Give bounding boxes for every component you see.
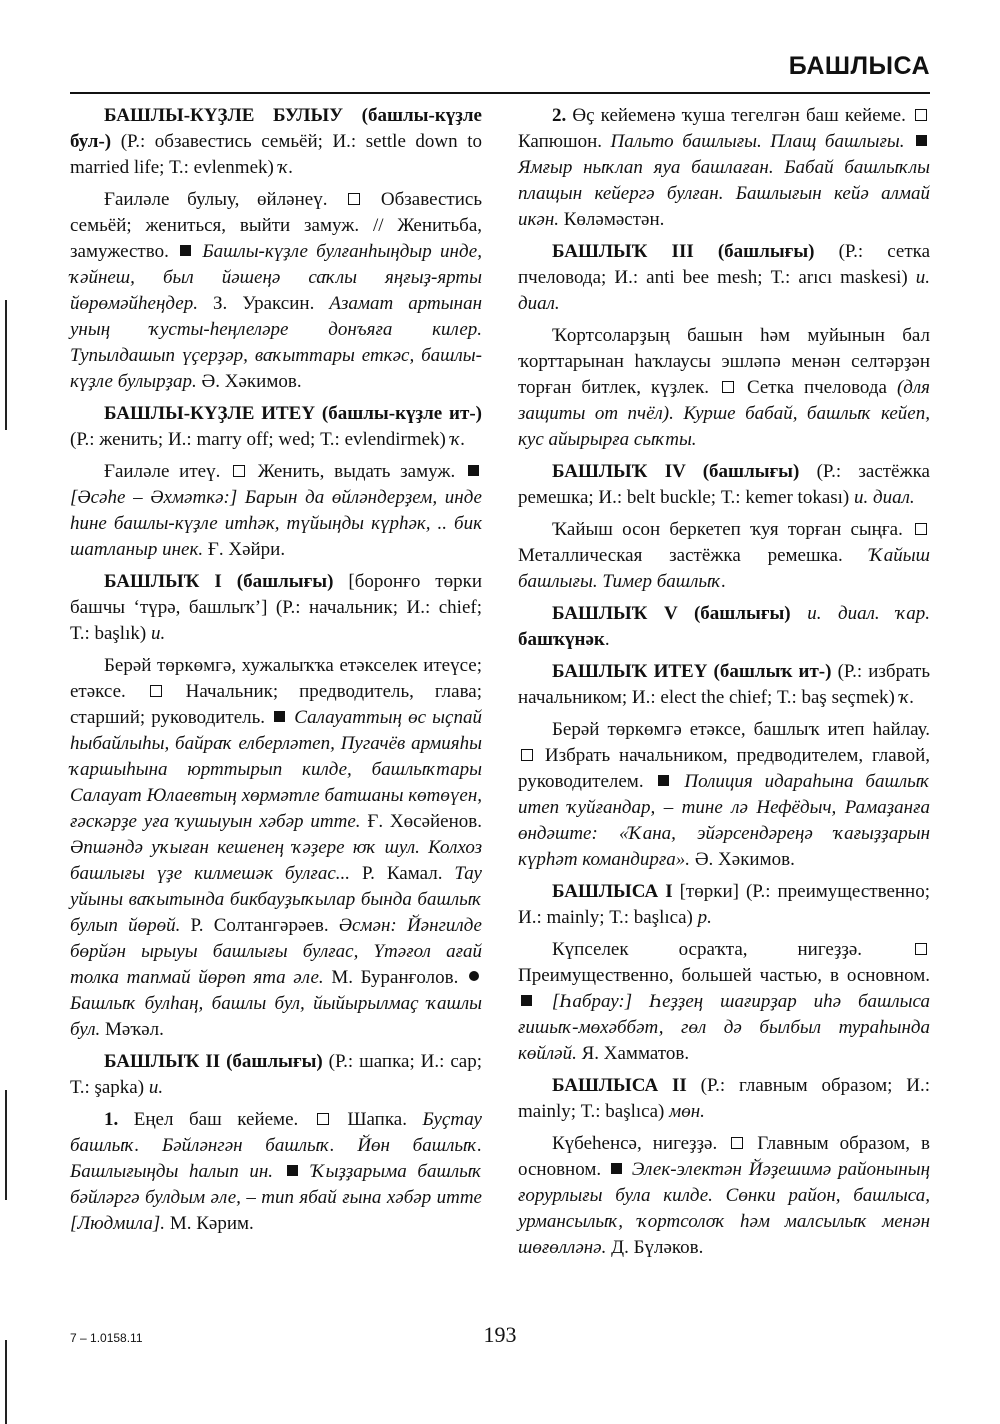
text-run: Ҡортсоларҙың башын һәм муйынын бал ҡорттарынан һаҡлаусы эшләпә менән селтәрҙән торған битлек, күҙлек. (518, 325, 930, 398)
text-run: Көләмәстән. (559, 209, 665, 230)
italic-text: и. диал. (854, 487, 915, 508)
headword: 1. (104, 1109, 119, 1130)
headword: БАШЛЫҠ ИТЕҮ (башлыҡ ит-) (552, 661, 832, 682)
italic-text: Элек-электән Йәҙешимә районының ғорурлығы була килде. Сөнки район, башлыса, урмансылыҡ, ҡортсолоҡ һәм малсылыҡ менән шөғөлләнә. (518, 1159, 930, 1258)
italic-text: Тау уйыны ваҡытында бикбауҙыҡылар бында башлыҡ булып йөрөй. (70, 863, 482, 936)
text-run: Женить, выдать замуж. (248, 461, 465, 482)
text-run: (Р.: обзавестись семьёй; И.: settle down to married life; Т.: evlenmek) (70, 131, 482, 178)
right-column-paragraph (518, 879, 930, 931)
text-run: Еңел баш кейеме. (118, 1109, 314, 1130)
header-rule (70, 92, 930, 94)
text-run: Шапка. (331, 1109, 423, 1130)
italic-text: Ҡайыш башлығы. Тимер башлыҡ. (518, 545, 930, 592)
italic-text: Буҫтау башлыҡ. Бәйләнгән башлыҡ. Йөн башлыҡ. Башлығыңды һалып ин. (70, 1109, 482, 1182)
text-run: (Р.: шапка; И.: cap; Т.: şapka) (70, 1051, 482, 1098)
text-run: [төрки] (Р.: преимущественно; И.: mainly; Т.: başlıca) (518, 881, 930, 928)
right-column-paragraph (518, 517, 930, 595)
headword: БАШЛЫҠ II (башлығы) (104, 1051, 323, 1072)
italic-text: [Әсәһе – Әхмәткә:] Барын да өйләндерҙем, инде һине башлы-күҙле итһәк, түйыңды күрһәк, .. бик шатланыр инек. (70, 487, 482, 560)
left-column-paragraph (70, 187, 482, 395)
footer-code: 7 – 1.0158.11 (70, 1331, 143, 1345)
left-column-paragraph (70, 103, 482, 181)
text-run (791, 603, 808, 624)
translation-marker-icon (150, 685, 162, 697)
text-run: З. Ураксин. (197, 293, 330, 314)
italic-text: ҡ. (899, 687, 915, 708)
italic-text: Ҡыҙҙарыма башлыҡ бәйләргә булдым әле, – тип ябай ғына хәбәр итте [Людмила]. (70, 1161, 482, 1234)
translation-marker-icon (348, 193, 360, 205)
left-column-paragraph (70, 653, 482, 1043)
example-marker-icon (521, 995, 532, 1006)
text-run: Металлическая застёжка ремешка. (518, 545, 870, 566)
italic-text: и. (150, 623, 166, 644)
right-column-paragraph (518, 659, 930, 711)
text-run: Преимущественно, большей частью, в основном. (518, 965, 930, 986)
text-run: . (604, 629, 610, 650)
italic-text: и. диал. (518, 267, 930, 314)
text-run: Р. Солтангәрәев. (180, 915, 339, 936)
running-head: БАШЛЫСА (788, 52, 930, 80)
translation-marker-icon (521, 749, 533, 761)
text-run: Ҡайыш осон беркетеп ҡуя торған сыңға. (552, 519, 912, 540)
text-run: Берәй төркөмгә, хужалыҡҡа етәкселек итеүсе; етәксе. (70, 655, 482, 702)
page-number: 193 (483, 1322, 517, 1347)
text-run: Берәй төркөмгә етәксе, башлыҡ итеп һайлау. (552, 719, 930, 740)
left-column-paragraph (70, 569, 482, 647)
headword: БАШЛЫҠ III (башлығы) (552, 241, 815, 262)
text-run: Д. Бүләков. (606, 1237, 704, 1258)
right-column (518, 103, 930, 1267)
text-run: Капюшон. (518, 131, 611, 152)
left-column-paragraph (70, 459, 482, 563)
left-column (70, 103, 482, 1243)
right-column-paragraph (518, 1131, 930, 1261)
italic-text: Әпшәндә уҡыған кешенең ҡәҙере юҡ шул. Колхоз башлығы үҙе килмешәк булғас... (70, 837, 482, 884)
headword: БАШЛЫ-КҮҘЛЕ БУЛЫУ (башлы-күҙле бул-) (70, 105, 482, 152)
example-marker-icon (611, 1163, 622, 1174)
right-column-paragraph (518, 1073, 930, 1125)
headword: БАШЛЫСА II (552, 1075, 687, 1096)
translation-marker-icon (731, 1137, 743, 1149)
headword: БАШЛЫСА I (552, 881, 673, 902)
italic-text: [Һабрау:] Һеҙҙең шағирҙар иһә башлыса ғишыҡ-мөхәббәт, гөл дә былбыл тураһында көйләй. (518, 991, 930, 1064)
italic-text: Башлы-күҙле булғанһыңдыр инде, ҡәйнеш, был йәшеңә саҡлы яңғыҙ-ярты йөрөмәйһеңдер. (70, 241, 482, 314)
italic-text: Полиция идараһына башлыҡ итеп ҡуйғандар, – тине лә Нефёдыч, Рамаҙанға өндәште: «Ҡана, эйәрсендәреңә ҡағыҙҙарын күрһәт командирға». (518, 771, 930, 870)
right-column-paragraph (518, 717, 930, 873)
right-column-paragraph (518, 601, 930, 653)
translation-marker-icon (915, 943, 927, 955)
proverb-marker-icon (469, 971, 479, 981)
text-run: Ғ. Хөсәйенов. (360, 811, 482, 832)
italic-text: Пальто башлығы. Плащ башлығы. (610, 131, 905, 152)
text-run: (Р.: главным образом; И.: mainly; Т.: başlıca) (518, 1075, 931, 1122)
right-column-paragraph (518, 239, 930, 317)
left-column-paragraph (70, 1107, 482, 1237)
text-run: Күпселек осраҡта, нигеҙҙә. (552, 939, 912, 960)
scan-margin-mark (5, 1090, 7, 1200)
example-marker-icon (916, 135, 927, 146)
italic-text: р. (697, 907, 712, 928)
text-run: (Р.: женить; И.: marry off; wed; Т.: evlendirmek) (70, 429, 451, 450)
example-marker-icon (274, 711, 285, 722)
italic-text: Әсмән: Йәнгилде бөрйән ырыуы башлығы булғас, Үтәғол ағай толка тапмай йөрөп ята әле. (70, 915, 482, 988)
text-run: Обзавестись семьёй; жениться, выйти замуж. // Женитьба, замужество. (70, 189, 482, 262)
text-run: Избрать начальником, предводителем, главой, руководителем. (518, 745, 930, 792)
headword: БАШЛЫҠ IV (башлығы) (552, 461, 800, 482)
headword: башҡүнәк (518, 629, 605, 650)
text-run: Мәҡәл. (100, 1019, 164, 1040)
left-column-paragraph (70, 1049, 482, 1101)
text-run (273, 1161, 284, 1182)
text-run: Главным образом, в основном. (518, 1133, 930, 1180)
headword: БАШЛЫҠ V (башлығы) (552, 603, 791, 624)
text-run: М. Кәрим. (165, 1213, 254, 1234)
italic-text: Салауаттың өс ыҫпай һыбайлыһы, байраҡ елберләтеп, Пугачёв армияһы ҡаршыһына юрттырып килде, башлыҡтары Салауат Юлаевтың хөрмәтле батшаны көтөүен, ғәскәрҙе уға ҡушыуын хәбәр итте. (70, 707, 482, 832)
text-run: Өҫ кейеменә ҡуша тегелгән баш кейеме. (566, 105, 912, 126)
translation-marker-icon (915, 109, 927, 121)
italic-text: (для защиты от пчёл). Курше бабай, башлыҡ кейеп, кус айырырға сыҡты. (518, 377, 930, 450)
text-run: (Р.: сетка пчеловода; И.: anti bee mesh; Т.: arıcı maskesi) (518, 241, 930, 288)
text-run: (Р.: избрать начальником; И.: elect the chief; Т.: baş seçmek) (518, 661, 930, 708)
text-run: (Р.: застёжка ремешка; И.: belt buckle; Т.: kemer tokası) (518, 461, 930, 508)
translation-marker-icon (915, 523, 927, 535)
headword: 2. (552, 105, 567, 126)
italic-text: Азамат артынан уның ҡусты-һеңлеләре донъяға килер. Тупылдашып үҫерҙәр, ваҡыттары еткәс, башлы-күҙле булырҙар. (70, 293, 483, 392)
headword: БАШЛЫ-КҮҘЛЕ ИТЕҮ (башлы-күҙле ит-) (104, 403, 482, 424)
text-run: Ғ. Хәйри. (203, 539, 286, 560)
headword: БАШЛЫҠ I (башлығы) (104, 571, 334, 592)
text-run: М. Буранғолов. (323, 967, 466, 988)
example-marker-icon (468, 465, 479, 476)
text-run: Сетка пчеловода (737, 377, 897, 398)
left-column-paragraph (70, 401, 482, 453)
scan-margin-mark (5, 1340, 7, 1424)
text-run: Ғаиләле итеү. (104, 461, 231, 482)
translation-marker-icon (233, 465, 245, 477)
right-column-paragraph (518, 323, 930, 453)
text-run: Күбеһенсә, нигеҙҙә. (552, 1133, 729, 1154)
text-run (904, 131, 913, 152)
translation-marker-icon (722, 381, 734, 393)
translation-marker-icon (317, 1113, 329, 1125)
example-marker-icon (658, 775, 669, 786)
right-column-paragraph (518, 459, 930, 511)
text-run: Я. Хамматов. (576, 1043, 690, 1064)
text-run: [боронғо төрки башчы ‘түрә, башлыҡ’] (Р.: начальник; И.: chief; Т.: başlık) (70, 571, 482, 644)
text-run: Ғаиләле булыу, өйләнеү. (104, 189, 346, 210)
example-marker-icon (180, 245, 191, 256)
italic-text: и. диал. ҡар. (807, 603, 931, 624)
text-run: Начальник; предводитель, глава; старший; руководитель. (70, 681, 483, 728)
text-run: Р. Камал. (350, 863, 455, 884)
text-run: Ә. Хәкимов. (196, 371, 302, 392)
italic-text: мөн. (669, 1101, 705, 1122)
example-marker-icon (287, 1165, 298, 1176)
right-column-paragraph (518, 937, 930, 1067)
text-run: Ә. Хәкимов. (690, 849, 795, 870)
right-column-paragraph (518, 103, 930, 233)
scan-margin-mark (5, 300, 7, 430)
italic-text: Ямғыр ныҡлап яуа башлаған. Бабай башлыҡлы плащын кейергә булған. Башлығын кейә алмай икән. (518, 157, 930, 230)
italic-text: Башлыҡ булһаң, башлы бул, йыйырылмаҫ ҡашлы бул. (70, 993, 482, 1040)
italic-text: и. (148, 1077, 164, 1098)
italic-text: ҡ. (278, 157, 294, 178)
italic-text: ҡ. (450, 429, 466, 450)
